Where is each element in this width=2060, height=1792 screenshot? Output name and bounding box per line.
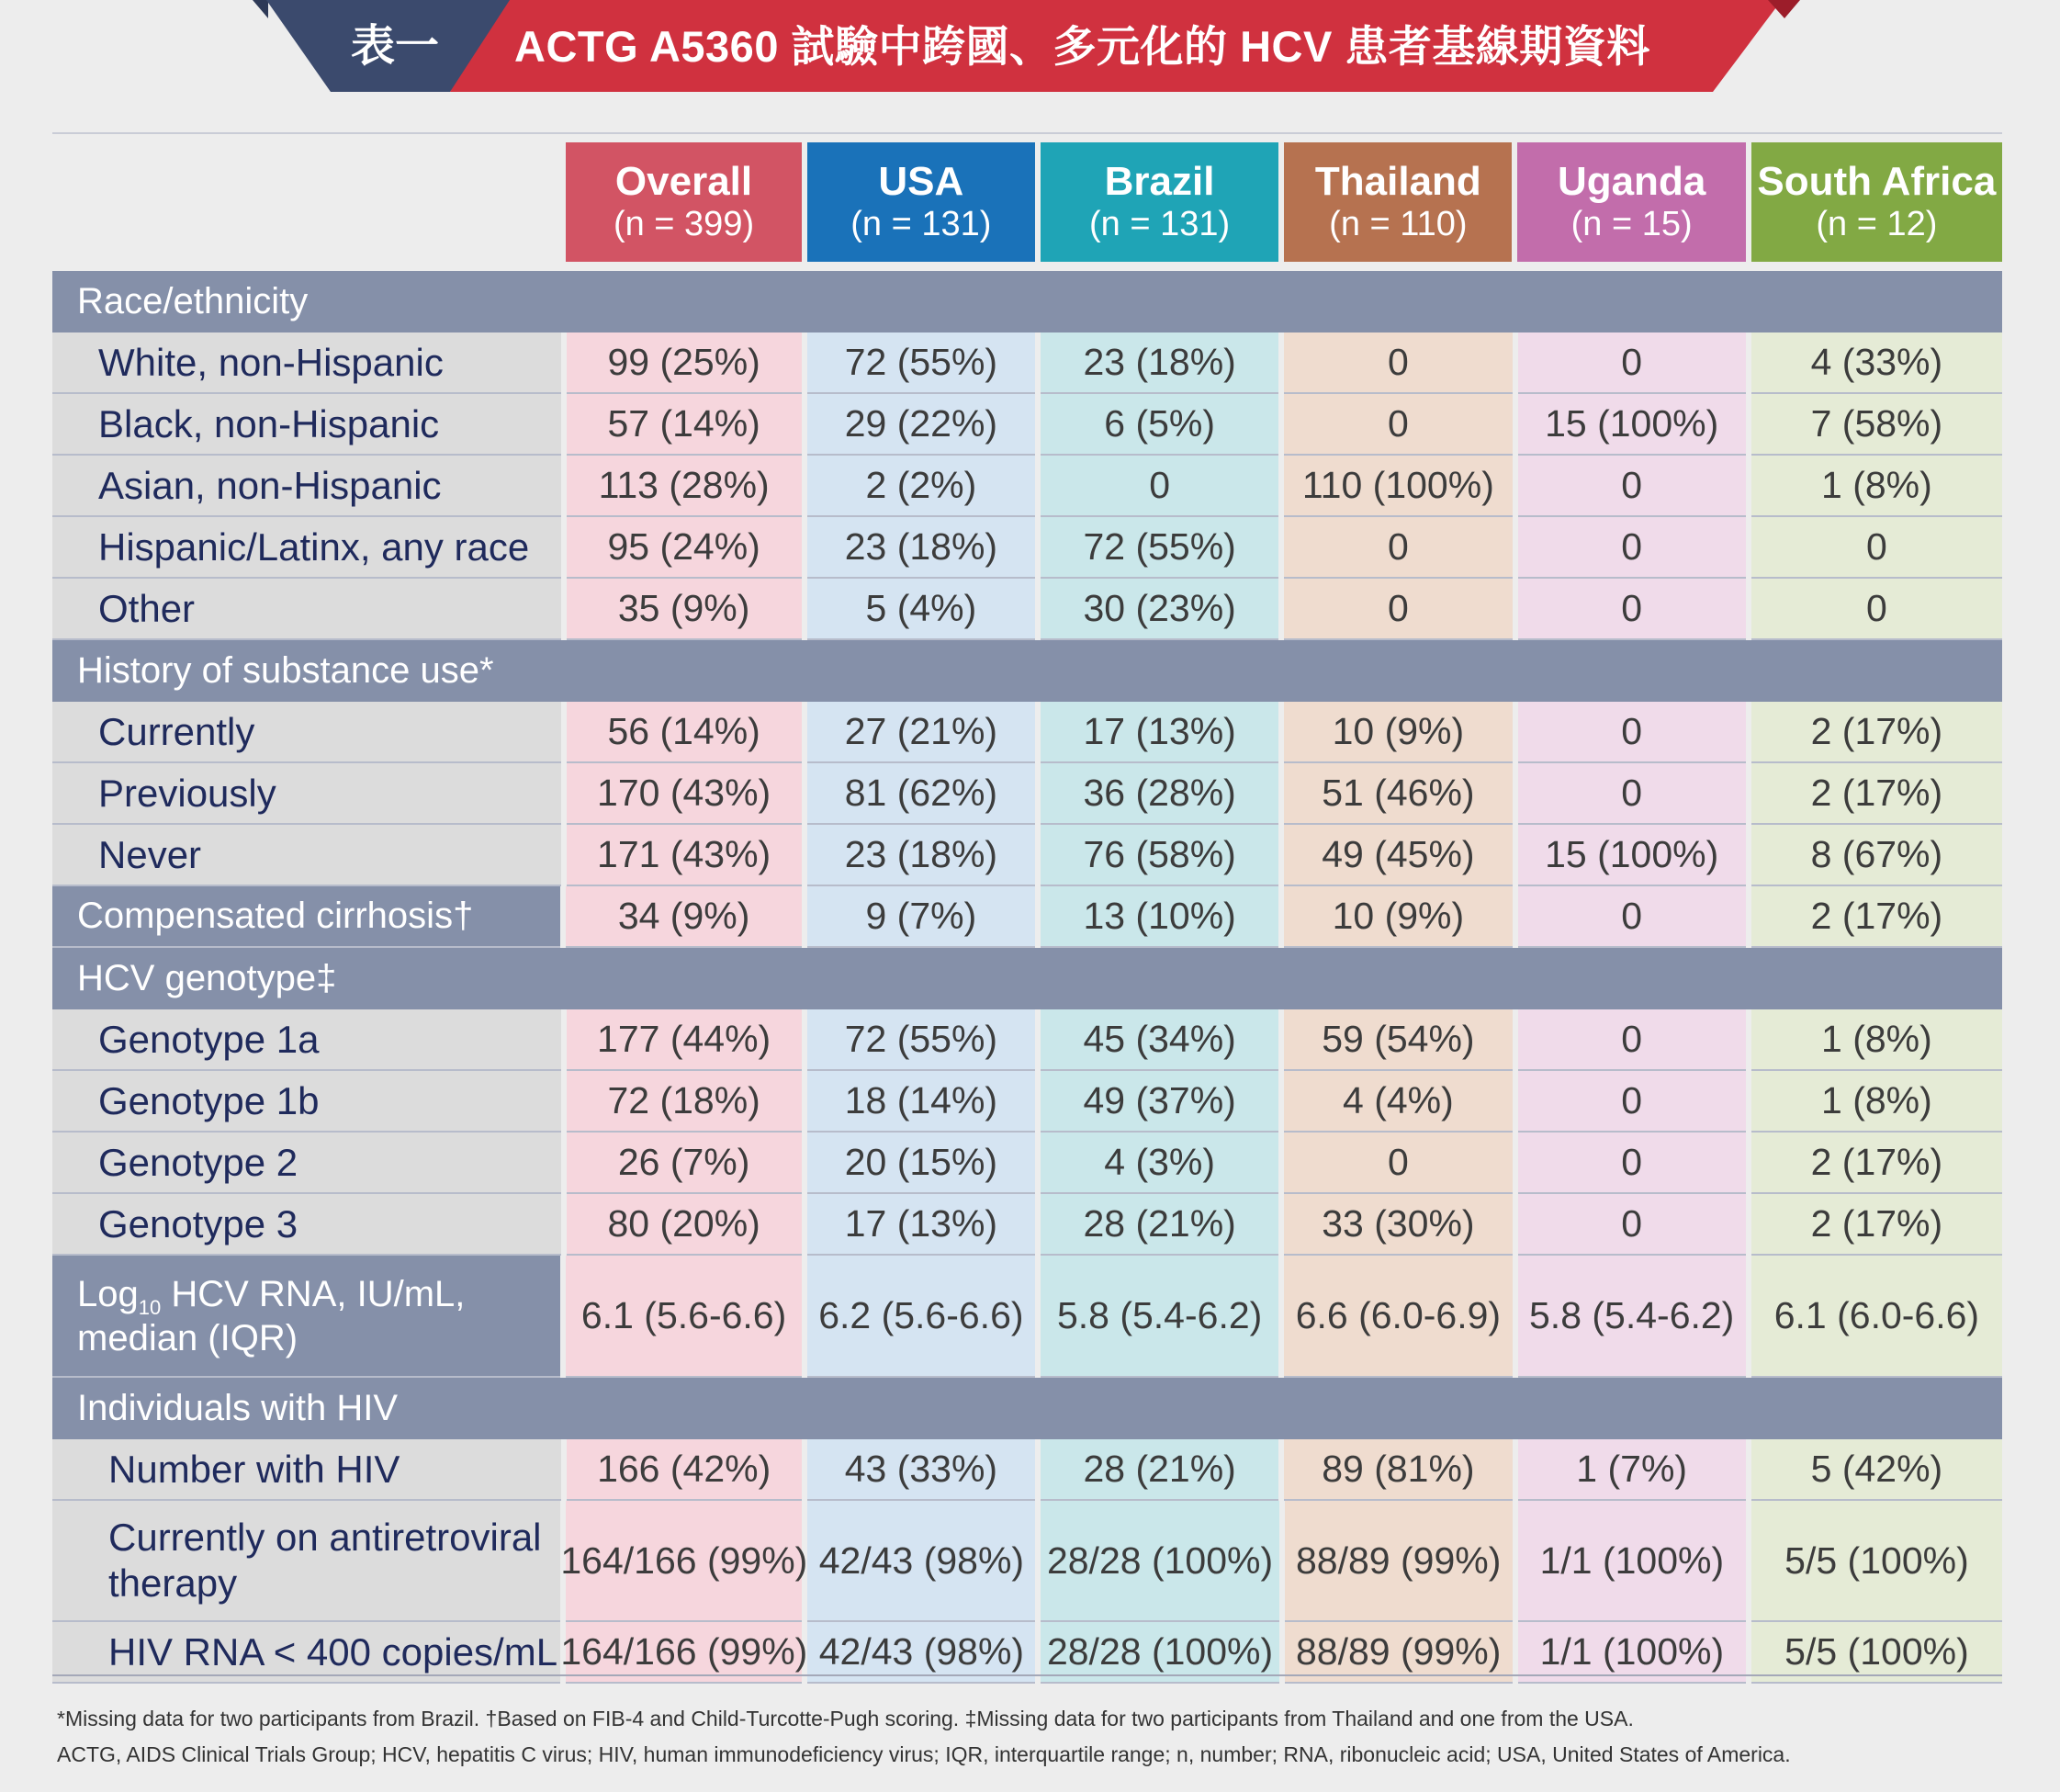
cell-usa: 81 (62%) — [807, 763, 1035, 825]
cell-usa: 17 (13%) — [807, 1194, 1035, 1256]
cell-south-africa: 8 (67%) — [1751, 825, 2002, 886]
cell-south-africa: 0 — [1751, 579, 2002, 640]
cell-brazil: 76 (58%) — [1041, 825, 1278, 886]
cell-thailand: 4 (4%) — [1284, 1071, 1512, 1133]
cell-uganda: 0 — [1518, 1009, 1746, 1071]
row-label: HIV RNA < 400 copies/mL — [52, 1622, 560, 1684]
row-label: Genotype 1a — [52, 1009, 561, 1071]
cell-brazil: 6 (5%) — [1041, 394, 1278, 456]
cell-thailand: 51 (46%) — [1284, 763, 1512, 825]
cell-uganda: 0 — [1518, 763, 1746, 825]
cell-thailand: 49 (45%) — [1284, 825, 1512, 886]
table-row — [52, 332, 2002, 394]
header-name: South Africa — [1757, 158, 1997, 204]
cell-thailand: 59 (54%) — [1284, 1009, 1512, 1071]
table-row — [52, 763, 2002, 825]
cell-usa: 2 (2%) — [807, 456, 1035, 517]
cell-thailand: 0 — [1284, 332, 1512, 394]
table-row — [52, 517, 2002, 579]
table-row — [52, 456, 2002, 517]
table-row-cirrhosis — [52, 886, 2002, 948]
cell-overall: 166 (42%) — [567, 1439, 802, 1501]
section-substance-use — [52, 640, 2002, 702]
rna-label-rest: HCV RNA, IU/mL, — [161, 1273, 466, 1314]
row-label: Genotype 1b — [52, 1071, 561, 1133]
cell-uganda: 1/1 (100%) — [1518, 1501, 1746, 1622]
banner-dark-left — [253, 0, 268, 18]
row-label: Genotype 3 — [52, 1194, 561, 1256]
top-rule — [52, 132, 2002, 134]
cell-usa: 9 (7%) — [807, 886, 1035, 948]
cell-thailand: 0 — [1284, 517, 1512, 579]
cell-brazil: 28 (21%) — [1041, 1194, 1278, 1256]
cell-thailand: 88/89 (99%) — [1285, 1501, 1513, 1622]
row-label: Compensated cirrhosis† — [52, 886, 560, 948]
table-row — [52, 579, 2002, 640]
cell-overall: 56 (14%) — [567, 702, 802, 763]
rna-label-log-text: Log — [77, 1273, 139, 1314]
cell-brazil: 17 (13%) — [1041, 702, 1278, 763]
section-title: HCV genotype‡ — [77, 958, 337, 998]
title-banner — [0, 0, 2060, 96]
footnote-line-1: *Missing data for two participants from Brazil. †Based on FIB-4 and Child-Turcotte-Pugh scoring. ‡Missing data for two participants from Thailand and one from the USA. — [57, 1707, 1634, 1730]
cell-usa: 18 (14%) — [807, 1071, 1035, 1133]
cell-brazil: 13 (10%) — [1041, 886, 1278, 948]
cell-south-africa: 5/5 (100%) — [1751, 1501, 2002, 1622]
cell-thailand: 110 (100%) — [1284, 456, 1512, 517]
header-south-africa — [1751, 142, 2002, 262]
cell-brazil: 72 (55%) — [1041, 517, 1278, 579]
cell-overall: 177 (44%) — [567, 1009, 802, 1071]
table-number-label: 表一 — [350, 22, 439, 71]
row-label: Number with HIV — [52, 1439, 561, 1501]
row-label: Black, non-Hispanic — [52, 394, 561, 456]
cell-usa: 27 (21%) — [807, 702, 1035, 763]
cell-brazil: 28/28 (100%) — [1041, 1622, 1278, 1684]
table-row — [52, 1009, 2002, 1071]
cell-uganda: 0 — [1518, 579, 1746, 640]
footnote-line-2: ACTG, AIDS Clinical Trials Group; HCV, hepatitis C virus; HIV, human immunodeficiency virus; IQR, interquartile range; n, number; RNA, ribonucleic acid; USA, United States of America. — [57, 1742, 1791, 1766]
header-uganda — [1517, 142, 1745, 262]
cell-south-africa: 6.1 (6.0-6.6) — [1751, 1256, 2002, 1378]
row-label: Asian, non-Hispanic — [52, 456, 561, 517]
cell-overall: 171 (43%) — [567, 825, 802, 886]
cell-south-africa: 2 (17%) — [1751, 763, 2002, 825]
cell-brazil: 4 (3%) — [1041, 1133, 1278, 1194]
cell-south-africa: 2 (17%) — [1751, 702, 2002, 763]
section-title: Race/ethnicity — [77, 281, 309, 321]
cell-south-africa: 1 (8%) — [1751, 1009, 2002, 1071]
cell-usa: 72 (55%) — [807, 1009, 1035, 1071]
cell-usa: 20 (15%) — [807, 1133, 1035, 1194]
header-thailand — [1284, 142, 1512, 262]
row-label: Genotype 2 — [52, 1133, 561, 1194]
cell-overall: 80 (20%) — [567, 1194, 802, 1256]
cell-overall: 34 (9%) — [566, 886, 801, 948]
cell-uganda: 15 (100%) — [1518, 825, 1746, 886]
table-row-hcv-rna — [52, 1256, 2002, 1378]
cell-overall: 6.1 (5.6-6.6) — [566, 1256, 801, 1378]
table-title: ACTG A5360 試驗中跨國、多元化的 HCV 患者基線期資料 — [514, 22, 1650, 71]
cell-south-africa: 2 (17%) — [1751, 1133, 2002, 1194]
table-row — [52, 394, 2002, 456]
table-row — [52, 1501, 2002, 1622]
cell-thailand: 10 (9%) — [1284, 702, 1512, 763]
header-n: (n = 131) — [1089, 205, 1231, 244]
cell-uganda: 0 — [1518, 1133, 1746, 1194]
table-row — [52, 702, 2002, 763]
cell-south-africa: 4 (33%) — [1751, 332, 2002, 394]
table-row — [52, 1133, 2002, 1194]
footnotes — [57, 1701, 2004, 1773]
cell-uganda: 0 — [1518, 332, 1746, 394]
cell-usa: 5 (4%) — [807, 579, 1035, 640]
cell-uganda: 5.8 (5.4-6.2) — [1518, 1256, 1746, 1378]
row-label: Other — [52, 579, 561, 640]
row-label: White, non-Hispanic — [52, 332, 561, 394]
cell-thailand: 0 — [1284, 394, 1512, 456]
section-title: Individuals with HIV — [77, 1388, 399, 1428]
cell-uganda: 0 — [1518, 517, 1746, 579]
cell-south-africa: 2 (17%) — [1751, 886, 2002, 948]
header-row — [52, 142, 2002, 262]
cell-overall: 99 (25%) — [567, 332, 802, 394]
cell-usa: 23 (18%) — [807, 825, 1035, 886]
cell-uganda: 0 — [1518, 702, 1746, 763]
header-name: Uganda — [1557, 158, 1706, 204]
bottom-rule — [52, 1674, 2002, 1676]
header-n: (n = 15) — [1570, 205, 1693, 244]
cell-overall: 170 (43%) — [567, 763, 802, 825]
cell-thailand: 33 (30%) — [1284, 1194, 1512, 1256]
cell-usa: 42/43 (98%) — [807, 1501, 1035, 1622]
row-label: Previously — [52, 763, 561, 825]
cell-overall: 72 (18%) — [567, 1071, 802, 1133]
cell-thailand: 89 (81%) — [1284, 1439, 1512, 1501]
cell-usa: 72 (55%) — [807, 332, 1035, 394]
header-name: Overall — [614, 158, 753, 204]
table-row — [52, 1071, 2002, 1133]
cell-overall: 95 (24%) — [567, 517, 802, 579]
cell-usa: 23 (18%) — [807, 517, 1035, 579]
cell-uganda: 1 (7%) — [1518, 1439, 1746, 1501]
cell-overall: 57 (14%) — [567, 394, 802, 456]
header-name: USA — [878, 158, 964, 204]
header-name: Thailand — [1314, 158, 1481, 204]
header-gap — [52, 262, 2002, 271]
cell-usa: 6.2 (5.6-6.6) — [807, 1256, 1035, 1378]
cell-brazil: 5.8 (5.4-6.2) — [1041, 1256, 1278, 1378]
section-genotype — [52, 948, 2002, 1009]
cell-thailand: 6.6 (6.0-6.9) — [1284, 1256, 1512, 1378]
section-race — [52, 271, 2002, 332]
cell-uganda: 0 — [1518, 1194, 1746, 1256]
header-n: (n = 399) — [613, 205, 755, 244]
cell-uganda: 1/1 (100%) — [1518, 1622, 1746, 1684]
cell-brazil: 45 (34%) — [1041, 1009, 1278, 1071]
cell-south-africa: 2 (17%) — [1751, 1194, 2002, 1256]
row-label: Currently — [52, 702, 561, 763]
cell-brazil: 30 (23%) — [1041, 579, 1278, 640]
cell-overall: 113 (28%) — [567, 456, 802, 517]
table-row — [52, 1194, 2002, 1256]
row-label: Hispanic/Latinx, any race — [52, 517, 561, 579]
cell-south-africa: 7 (58%) — [1751, 394, 2002, 456]
cell-brazil: 28 (21%) — [1041, 1439, 1278, 1501]
header-usa — [807, 142, 1035, 262]
section-hiv — [52, 1378, 2002, 1439]
cell-usa: 43 (33%) — [807, 1439, 1035, 1501]
cell-south-africa: 0 — [1751, 517, 2002, 579]
row-label: Never — [52, 825, 561, 886]
table-row — [52, 825, 2002, 886]
cell-south-africa: 1 (8%) — [1751, 1071, 2002, 1133]
table-row — [52, 1439, 2002, 1501]
header-name: Brazil — [1104, 158, 1215, 204]
cell-brazil: 28/28 (100%) — [1041, 1501, 1278, 1622]
cell-thailand: 0 — [1284, 579, 1512, 640]
cell-south-africa: 5 (42%) — [1751, 1439, 2002, 1501]
cell-thailand: 88/89 (99%) — [1285, 1622, 1513, 1684]
rna-label-line2: median (IQR) — [77, 1317, 298, 1358]
header-n: (n = 12) — [1816, 205, 1938, 244]
cell-overall: 164/166 (99%) — [566, 1622, 802, 1684]
cell-uganda: 15 (100%) — [1518, 394, 1746, 456]
cell-overall: 35 (9%) — [567, 579, 802, 640]
cell-brazil: 0 — [1041, 456, 1278, 517]
cell-south-africa: 5/5 (100%) — [1751, 1622, 2002, 1684]
cell-usa: 42/43 (98%) — [807, 1622, 1035, 1684]
cell-uganda: 0 — [1518, 886, 1746, 948]
cell-thailand: 10 (9%) — [1284, 886, 1512, 948]
cell-uganda: 0 — [1518, 1071, 1746, 1133]
row-label — [52, 1256, 560, 1378]
cell-uganda: 0 — [1518, 456, 1746, 517]
header-n: (n = 110) — [1329, 205, 1468, 244]
cell-brazil: 49 (37%) — [1041, 1071, 1278, 1133]
cell-usa: 29 (22%) — [807, 394, 1035, 456]
row-label: Currently on antiretroviral therapy — [52, 1501, 560, 1622]
cell-brazil: 23 (18%) — [1041, 332, 1278, 394]
cell-overall: 26 (7%) — [567, 1133, 802, 1194]
cell-overall: 164/166 (99%) — [566, 1501, 802, 1622]
cell-thailand: 0 — [1284, 1133, 1512, 1194]
cell-brazil: 36 (28%) — [1041, 763, 1278, 825]
header-corner — [52, 142, 560, 262]
rna-label-line1 — [77, 1272, 466, 1319]
baseline-table — [52, 142, 2002, 1684]
cell-south-africa: 1 (8%) — [1751, 456, 2002, 517]
header-brazil — [1041, 142, 1278, 262]
header-overall — [566, 142, 801, 262]
header-n: (n = 131) — [850, 205, 992, 244]
rna-label-sub: 10 — [138, 1295, 162, 1319]
section-title: History of substance use* — [77, 650, 494, 691]
